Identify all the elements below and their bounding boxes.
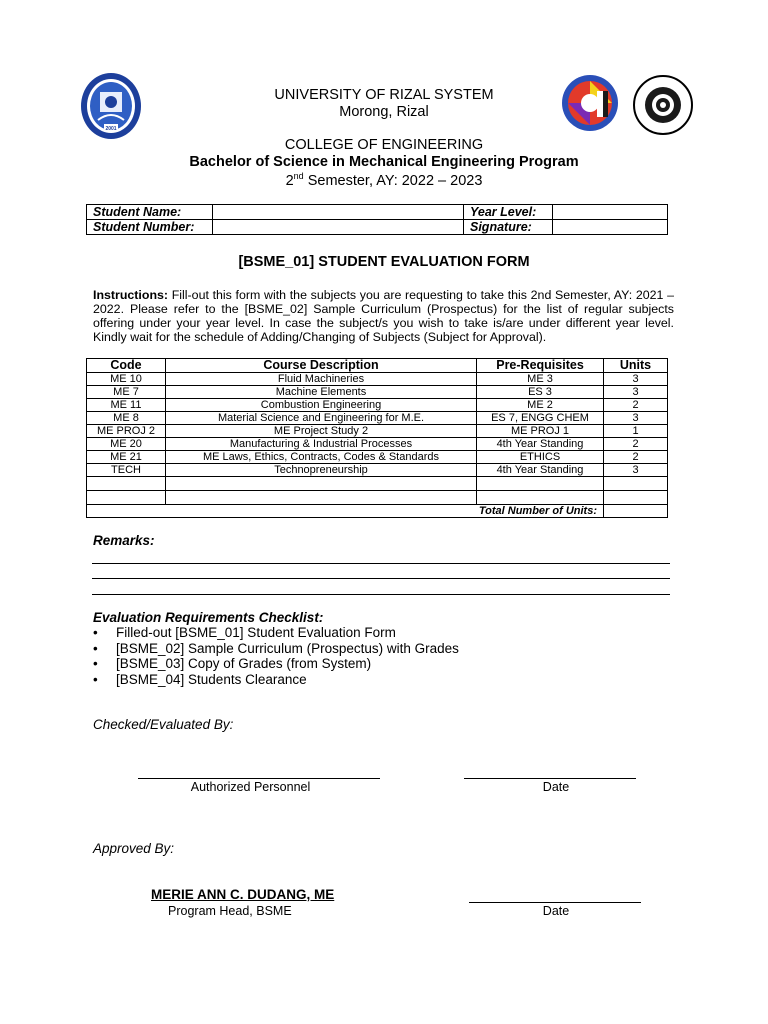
instructions-label: Instructions: bbox=[93, 288, 169, 302]
year-level-field[interactable] bbox=[553, 205, 668, 220]
course-units: 3 bbox=[604, 386, 668, 399]
course-code: ME 8 bbox=[87, 412, 166, 425]
blank-cell[interactable] bbox=[477, 477, 604, 491]
course-units: 3 bbox=[604, 464, 668, 477]
semester-suffix: nd bbox=[293, 171, 304, 181]
course-units: 2 bbox=[604, 399, 668, 412]
course-row bbox=[87, 464, 668, 477]
college-name: COLLEGE OF ENGINEERING bbox=[284, 137, 484, 153]
course-prerequisites: ES 7, ENGG CHEM bbox=[477, 412, 604, 425]
course-description: Technopreneurship bbox=[166, 464, 477, 477]
checked-date-label: Date bbox=[542, 780, 570, 794]
course-row bbox=[87, 386, 668, 399]
student-info-table bbox=[86, 204, 668, 235]
course-description: Manufacturing & Industrial Processes bbox=[166, 438, 477, 451]
student-number-field[interactable] bbox=[213, 220, 464, 235]
student-info-row bbox=[87, 220, 668, 235]
course-description: Material Science and Engineering for M.E. bbox=[166, 412, 477, 425]
approved-by-label: Approved By: bbox=[93, 841, 175, 856]
signature-label: Signature: bbox=[464, 220, 553, 235]
instructions-paragraph bbox=[93, 288, 674, 344]
course-description: Fluid Machineries bbox=[166, 373, 477, 386]
course-units: 1 bbox=[604, 425, 668, 438]
student-number-label: Student Number: bbox=[87, 220, 213, 235]
bullet-icon: • bbox=[93, 625, 98, 640]
course-row-blank bbox=[87, 477, 668, 491]
course-table bbox=[86, 358, 668, 518]
course-row bbox=[87, 412, 668, 425]
signature-field[interactable] bbox=[553, 220, 668, 235]
checklist bbox=[93, 625, 459, 687]
course-units: 3 bbox=[604, 412, 668, 425]
course-description: ME Laws, Ethics, Contracts, Codes & Standards bbox=[166, 451, 477, 464]
course-row bbox=[87, 399, 668, 412]
checked-date-line[interactable] bbox=[464, 778, 636, 779]
checklist-item bbox=[93, 672, 459, 688]
course-prerequisites: ME 3 bbox=[477, 373, 604, 386]
remarks-line-2[interactable] bbox=[92, 578, 670, 579]
instructions-text: Fill-out this form with the subjects you are requesting to take this 2nd Semester, AY: 2021 – 2022. Please refer to the [BSME_02] Sample Curriculum (Prospectus) for the list of regular subjects offering under your year level. In case the subject/s you wish to take is/are under different year level. Kindly wait for the schedule of Adding/Changing of Subjects (Subject for Approval). bbox=[93, 288, 674, 344]
program-head-title: Program Head, BSME bbox=[168, 904, 292, 918]
header-prerequisites: Pre-Requisites bbox=[477, 359, 604, 373]
checklist-item bbox=[93, 641, 459, 657]
year-level-label: Year Level: bbox=[464, 205, 553, 220]
bullet-icon: • bbox=[93, 671, 98, 687]
header-units: Units bbox=[604, 359, 668, 373]
program-head-name: MERIE ANN C. DUDANG, ME bbox=[151, 887, 335, 902]
total-units-label: Total Number of Units: bbox=[87, 505, 604, 518]
course-header-row bbox=[87, 359, 668, 373]
course-prerequisites: ME PROJ 1 bbox=[477, 425, 604, 438]
authorized-personnel-signature-line[interactable] bbox=[138, 778, 380, 779]
blank-cell[interactable] bbox=[477, 491, 604, 505]
engineering-gear-logo bbox=[557, 73, 623, 133]
course-prerequisites: 4th Year Standing bbox=[477, 438, 604, 451]
course-prerequisites: ES 3 bbox=[477, 386, 604, 399]
semester-line bbox=[0, 171, 768, 189]
student-name-label: Student Name: bbox=[87, 205, 213, 220]
course-code: ME 7 bbox=[87, 386, 166, 399]
course-code: ME 21 bbox=[87, 451, 166, 464]
course-units: 2 bbox=[604, 451, 668, 464]
course-units: 2 bbox=[604, 438, 668, 451]
course-row bbox=[87, 451, 668, 464]
course-description: ME Project Study 2 bbox=[166, 425, 477, 438]
course-code: TECH bbox=[87, 464, 166, 477]
blank-cell[interactable] bbox=[166, 491, 477, 505]
seal-year-text: 2001 bbox=[105, 126, 117, 132]
blank-cell[interactable] bbox=[604, 477, 668, 491]
blank-cell[interactable] bbox=[604, 491, 668, 505]
checklist-item-text: [BSME_04] Students Clearance bbox=[116, 671, 307, 687]
total-units-field[interactable] bbox=[604, 505, 668, 518]
header-description: Course Description bbox=[166, 359, 477, 373]
course-row bbox=[87, 373, 668, 386]
blank-cell[interactable] bbox=[87, 491, 166, 505]
course-code: ME 11 bbox=[87, 399, 166, 412]
course-description: Machine Elements bbox=[166, 386, 477, 399]
semester-number: 2 bbox=[285, 172, 294, 189]
course-prerequisites: ETHICS bbox=[477, 451, 604, 464]
course-prerequisites: 4th Year Standing bbox=[477, 464, 604, 477]
university-name: UNIVERSITY OF RIZAL SYSTEM bbox=[274, 87, 494, 103]
course-prerequisites: ME 2 bbox=[477, 399, 604, 412]
header-code: Code bbox=[87, 359, 166, 373]
remarks-label: Remarks: bbox=[93, 533, 155, 548]
total-units-row bbox=[87, 505, 668, 518]
remarks-line-3[interactable] bbox=[92, 594, 670, 595]
bullet-icon: • bbox=[93, 640, 98, 656]
semester-rest: Semester, AY: 2022 – 2023 bbox=[303, 172, 483, 189]
authorized-personnel-label: Authorized Personnel bbox=[190, 780, 311, 794]
blank-cell[interactable] bbox=[166, 477, 477, 491]
course-units: 3 bbox=[604, 373, 668, 386]
approved-date-line[interactable] bbox=[469, 902, 641, 903]
course-description: Combustion Engineering bbox=[166, 399, 477, 412]
checklist-title: Evaluation Requirements Checklist: bbox=[93, 610, 324, 625]
checklist-item bbox=[93, 656, 459, 672]
checked-by-label: Checked/Evaluated By: bbox=[93, 717, 234, 732]
blank-cell[interactable] bbox=[87, 477, 166, 491]
checklist-item-text: Filled-out [BSME_01] Student Evaluation Form bbox=[116, 625, 396, 640]
student-name-field[interactable] bbox=[213, 205, 464, 220]
approved-date-label: Date bbox=[542, 904, 570, 918]
checklist-item bbox=[93, 625, 459, 641]
program-name: Bachelor of Science in Mechanical Engineering Program bbox=[189, 154, 579, 170]
course-code: ME 20 bbox=[87, 438, 166, 451]
course-row bbox=[87, 425, 668, 438]
form-title: [BSME_01] STUDENT EVALUATION FORM bbox=[238, 254, 530, 270]
university-location: Morong, Rizal bbox=[339, 104, 429, 120]
student-info-row bbox=[87, 205, 668, 220]
course-row bbox=[87, 438, 668, 451]
checklist-item-text: [BSME_03] Copy of Grades (from System) bbox=[116, 656, 372, 671]
checklist-item-text: [BSME_02] Sample Curriculum (Prospectus) with Grades bbox=[116, 640, 459, 656]
course-row-blank bbox=[87, 491, 668, 505]
course-code: ME 10 bbox=[87, 373, 166, 386]
course-code: ME PROJ 2 bbox=[87, 425, 166, 438]
remarks-line-1[interactable] bbox=[92, 563, 670, 564]
bullet-icon: • bbox=[93, 656, 98, 671]
